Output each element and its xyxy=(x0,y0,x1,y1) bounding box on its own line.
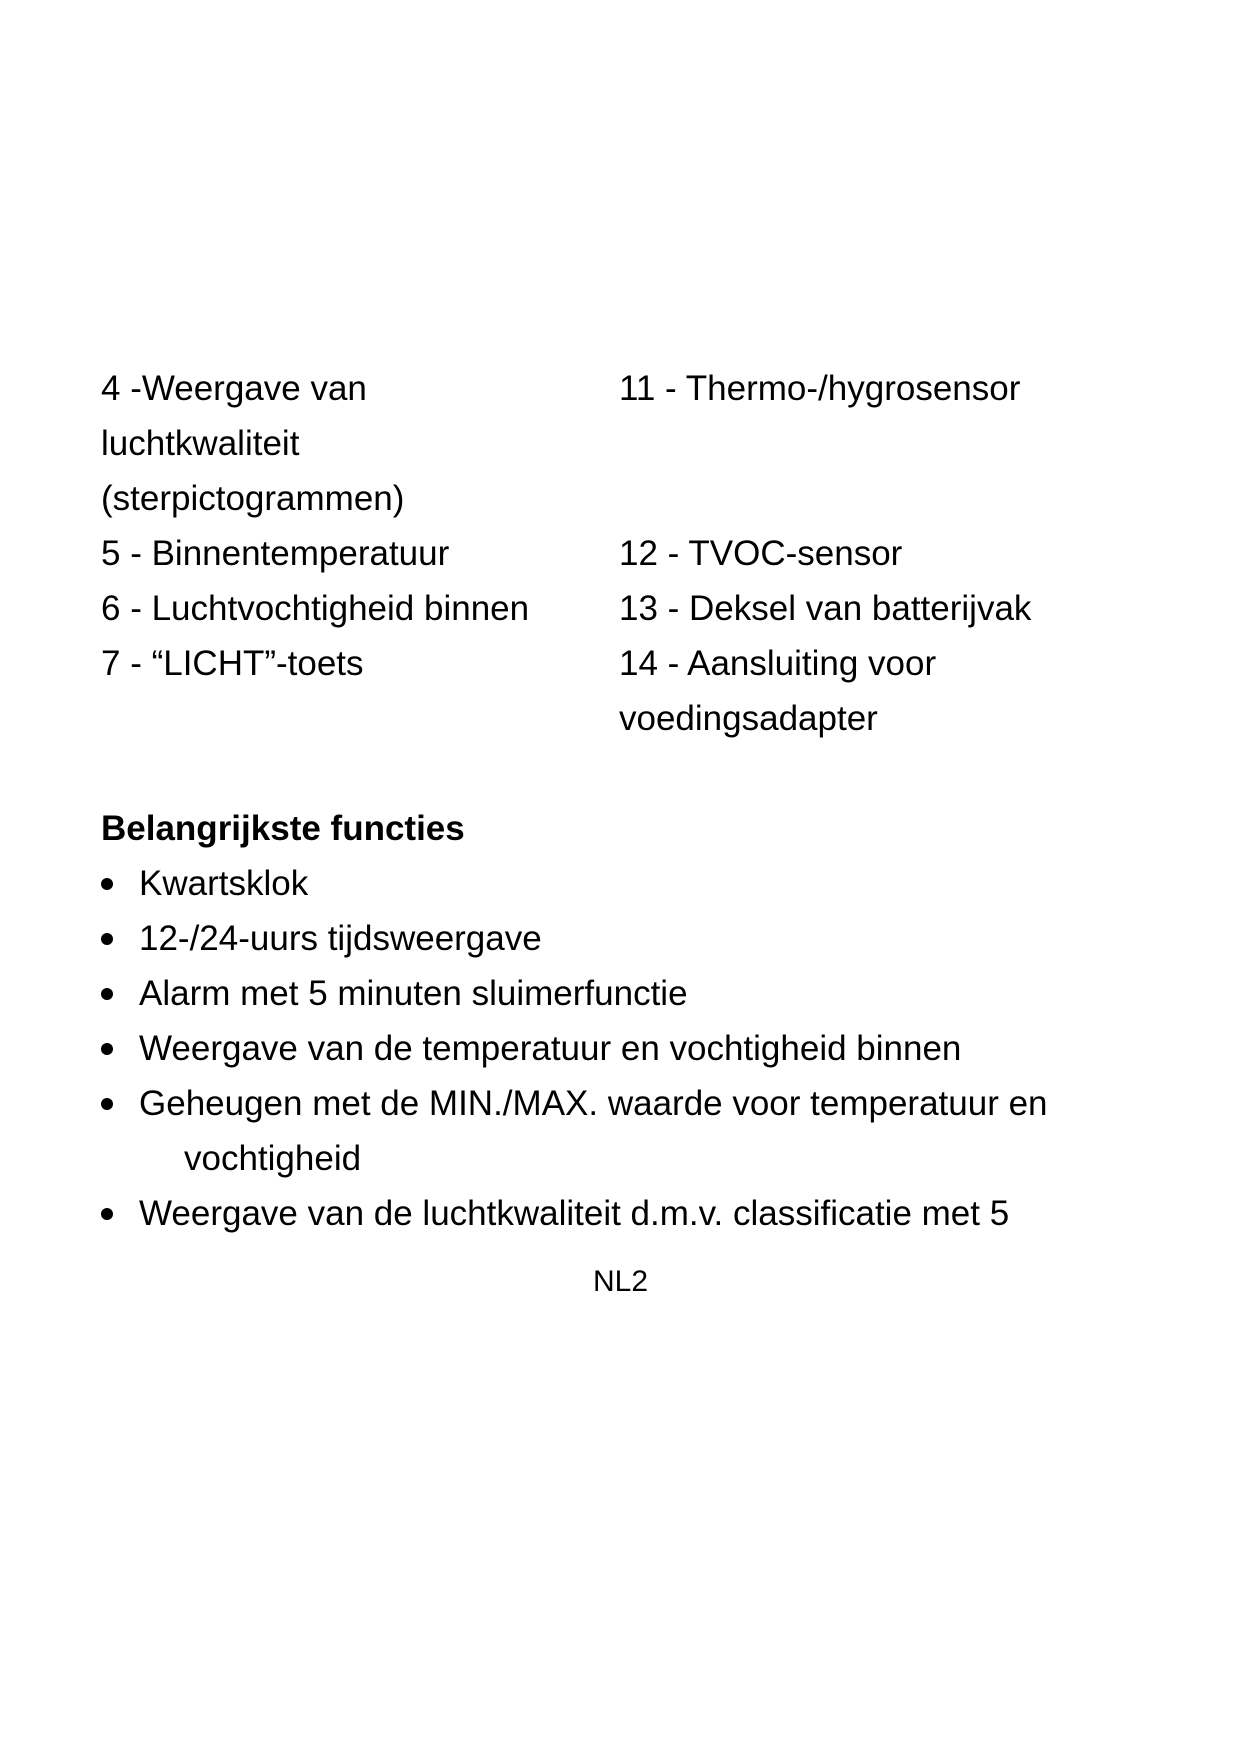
parts-row xyxy=(101,636,1101,746)
parts-list xyxy=(101,361,1101,746)
parts-row xyxy=(101,526,1101,581)
feature-text-continuation: vochtigheid xyxy=(184,1139,362,1178)
parts-list-right-item xyxy=(619,526,1101,581)
features-list xyxy=(101,856,1141,1241)
feature-text: Alarm met 5 minuten sluimerfunctie xyxy=(139,974,688,1013)
parts-row xyxy=(101,581,1101,636)
feature-item xyxy=(101,966,1141,1021)
feature-text: 12-/24-uurs tijdsweergave xyxy=(139,919,542,958)
part-4-line-1: 4 -Weergave van xyxy=(101,369,367,408)
part-7-line-1: 7 - “LICHT”-toets xyxy=(101,644,364,683)
parts-list-left-item xyxy=(101,581,619,636)
parts-list-right-item xyxy=(619,361,1101,526)
part-13-line-1: 13 - Deksel van batterijvak xyxy=(619,589,1032,628)
parts-list-left-item xyxy=(101,636,619,746)
bullet-icon xyxy=(101,1208,113,1220)
bullet-icon xyxy=(101,988,113,1000)
part-4-line-2: luchtkwaliteit xyxy=(101,424,300,463)
part-6-line-1: 6 - Luchtvochtigheid binnen xyxy=(101,589,530,628)
feature-item xyxy=(101,856,1141,911)
feature-text: Kwartsklok xyxy=(139,864,309,903)
part-14-line-2: voedingsadapter xyxy=(619,699,878,738)
feature-item xyxy=(101,1186,1141,1241)
parts-row xyxy=(101,361,1101,526)
bullet-icon xyxy=(101,878,113,890)
feature-text: Weergave van de temperatuur en vochtigheid binnen xyxy=(139,1029,962,1068)
part-11-line-1: 11 - Thermo-/hygrosensor xyxy=(619,369,1021,408)
feature-item xyxy=(101,1021,1141,1076)
parts-list-left-item xyxy=(101,526,619,581)
parts-list-right-item xyxy=(619,581,1101,636)
features-heading: Belangrijkste functies xyxy=(101,809,465,848)
bullet-icon xyxy=(101,1098,113,1110)
parts-list-right-item xyxy=(619,636,1101,746)
parts-list-left-item xyxy=(101,361,619,526)
feature-item xyxy=(101,911,1141,966)
feature-text: Weergave van de luchtkwaliteit d.m.v. classificatie met 5 xyxy=(139,1194,1010,1233)
page-number: NL2 xyxy=(592,1265,649,1298)
bullet-icon xyxy=(101,1043,113,1055)
part-5-line-1: 5 - Binnentemperatuur xyxy=(101,534,450,573)
feature-item xyxy=(101,1076,1141,1186)
part-14-line-1: 14 - Aansluiting voor xyxy=(619,644,937,683)
feature-text: Geheugen met de MIN./MAX. waarde voor temperatuur en xyxy=(139,1084,1048,1123)
part-12-line-1: 12 - TVOC-sensor xyxy=(619,534,903,573)
part-4-line-3: (sterpictogrammen) xyxy=(101,479,405,518)
bullet-icon xyxy=(101,933,113,945)
